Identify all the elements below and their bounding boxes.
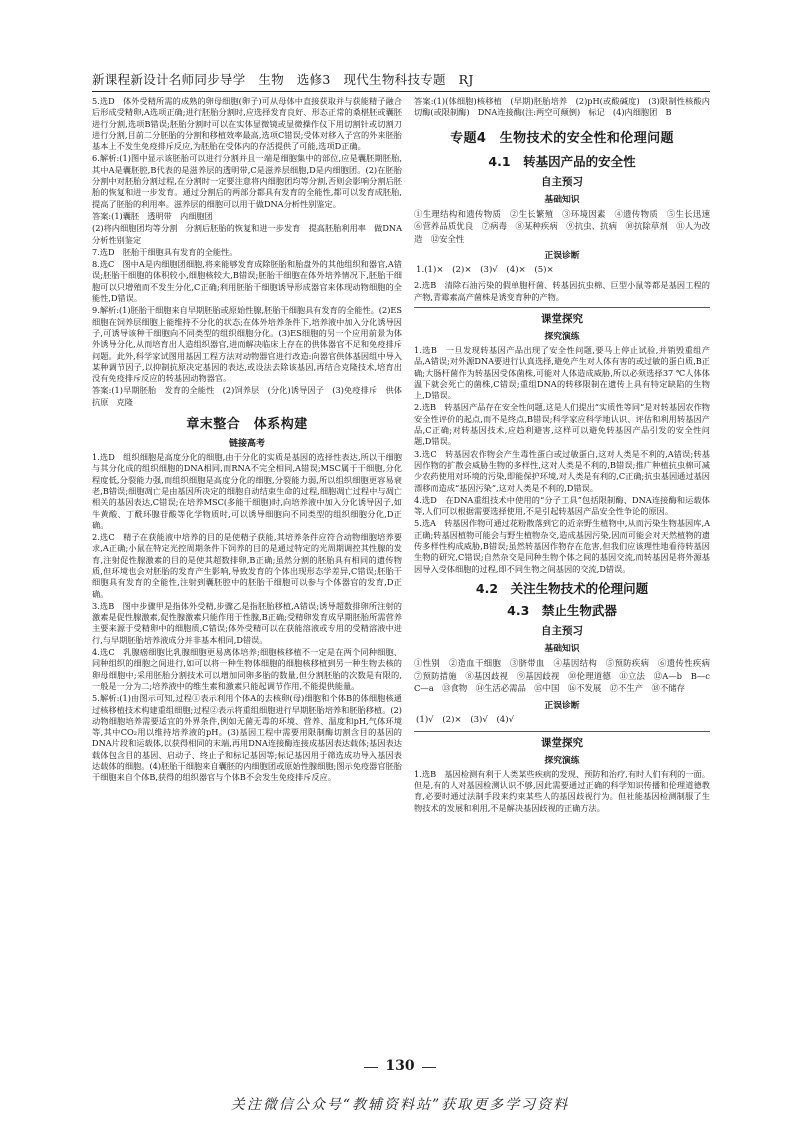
answer-paragraph: 答案:(1)早期胚胎 发育的全能性 (2)饲养层 (分化)诱导因子 (3)免疫排斥 供体 抗原 克隆 <box>92 385 411 407</box>
answer-paragraph: 1.选B 一旦发现转基因产品出现了安全性问题,要马上停止试验,并销毁重组产品,A错误;对外源DNA要进行认真选择,避免产生对人体有害的或过敏的蛋白质,B正确;大肠杆菌作为转基因受体菌株,可能对人体造成威胁,所以必须选择37 ℃人体体温下就会死亡的菌株,C错误;重组DNA的转移限制在遗传上具有特定缺陷的生物上,D错误。 <box>414 344 710 401</box>
judge-title: 正误诊断 <box>544 700 580 711</box>
answer-paragraph: 5.选D 体外受精所需的成熟的卵母细胞(卵子)可从母体中直接获取并与获能精子融合后形成受精卵,A选项正确;进行胚胎分割时,应选择发育良好、形态正常的桑椹胚或囊胚进行分割,选项B错误;胚胎分割时可以在实体显微镜或显微操作仪下用切割针或切割刀进行分割,目前二分胚胎的分割和移植效率最高,选项C错误;受体对移入子宫的外来胚胎基本上不发生免疫排斥反应,为胚胎在受体内的存活提供了可能,选项D正确。 <box>92 96 402 152</box>
answer-paragraph: 5.选A 转基因作物可通过花粉散落到它的近亲野生植物中,从而污染生物基因库,A正确;转基因植物可能会与野生植物杂交,造成基因污染,因而可能会对天然植物的遗传多样性构成威胁,B错误;虽然转基因作物存在危害,但我们应该理性地看待转基因生物的研究,C错误;自然杂交是同种生物个体之间的基因交流,而转基因是将外源基因导入受体细胞的过程,即不同生物之间基因的交流,D错误。 <box>414 518 710 574</box>
explore-drill-title: 探究演练 <box>544 331 580 342</box>
knowledge-answers: ①生理结构和遗传物质 ②生长繁殖 ③环境因素 ④遗传物质 ⑤生长迅速 ⑥营养品质优良 ⑦病毒 ⑧某种疾病 ⑨抗虫、抗病 ⑩抗除草剂 ⑪人为改造 ⑫安全性 <box>414 208 719 244</box>
answer-paragraph: 3.选C 转基因农作物会产生毒性蛋白或过敏蛋白,这对人类是不利的,A错误;转基因作物的扩散会威胁生物的多样性,这对人类是不利的,B错误;推广种植抗虫棉可减少农药使用对环境的污染,即能保护环境,对人类是有利的,C正确;抗虫基因通过基因漂移而造成“基因污染”,这对人类是不利的,D错误。 <box>414 448 710 493</box>
class-explore-title: 课堂探究 <box>414 731 710 750</box>
judge-title: 正误诊断 <box>544 251 580 262</box>
judge-answers: 1.(1)× (2)× (3)√ (4)× (5)× <box>416 265 554 276</box>
section-4-3-title: 4.3 禁止生物武器 <box>507 602 617 618</box>
answer-paragraph: 答案:(1)(体细胞)核移植 (早期)胚胎培养 (2)pH(或酸碱度) (3)限制性核酸内切酶(或限制酶) DNA连接酶(注:两空可颠倒) 标记 (4)内细胞团 B <box>414 96 710 118</box>
answer-paragraph: 1.选B 基因检测有利于人类某些疾病的发现、预防和治疗,有时人们有利的一面。但是,有的人对基因检测认识不够,因此需要通过正确的科学知识传播和伦理道德教育,必要时通过法制手段来约束某些人的基因歧视行为。但社能基因检测制服了生物技术的发展和利用,不是解决基因歧视的正确方法。 <box>414 768 710 813</box>
answer-paragraph: 4.选D 在DNA重组技术中使用的“分子工具”包括限制酶、DNA连接酶和运载体等,人们可以根据需要选择使用,不是引起转基因产品安全性争论的原因。 <box>414 494 710 517</box>
judge-answers: (1)√ (2)× (3)√ (4)√ <box>416 714 515 725</box>
answer-paragraph: 3.选B 图中步骤甲是指体外受精,步骤乙是指胚胎移植,A错误;诱导超数排卵所注射的激素是促性腺激素,促性腺激素只能作用于性腺,B正确;受精卵发育成早期胚胎所需营养主要来源于受精卵中的细胞质,C错误;体外受精可以在获能溶液或专用的受精溶液中进行,与早期胚胎培养液成分并非基本相同,D错误。 <box>92 600 402 645</box>
section-4-1-title: 4.1 转基因产品的安全性 <box>488 153 636 169</box>
self-preview-title: 自主预习 <box>541 175 583 188</box>
topic-title: 专题4 生物技术的安全性和伦理问题 <box>450 130 674 146</box>
right-column <box>414 96 719 1026</box>
left-column <box>92 96 411 1026</box>
answer-paragraph: 4.选C 乳腺癌细胞比乳腺细胞更易离体培养;细胞核移植不一定是在两个同种细胞、同种组织的细胞之间进行,如可以将一种生物体细胞的细胞核移植到另一种生物去核的卵母细胞中;采用胚胎分割技术可以增加同卵多胎的数量,但分割胚胎的次数是有限的,一般是一分为二;培养液中的维生素和激素只能起调节作用,不能提供能量。 <box>92 647 402 691</box>
answer-paragraph: 2.选B 清除石油污染的假单胞杆菌、转基因抗虫棉、巨型小鼠等都是基因工程的产物,青霉素高产菌株是诱变育种的产物。 <box>414 280 710 302</box>
basic-knowledge-title: 基础知识 <box>544 643 580 654</box>
self-preview-title: 自主预习 <box>541 624 583 637</box>
answer-paragraph: 7.选D 胚胎干细胞具有发育的全能性。 <box>92 246 238 257</box>
knowledge-answers: ①性别 ②造血干细胞 ③脐带血 ④基因结构 ⑤预防疾病 ⑥遗传性疾病 ⑦预防措施 ⑧基因歧视 ⑨基因歧视 ⑩伦理道德 ⑪立法 ⑫A—b B—c C—a ⑬食物 ⑭生活必需品 ⑮中国 ⑯不发展 ⑰不生产 ⑱不储存 <box>414 657 719 694</box>
footer-note: 关注微信公众号“教辅资料站”获取更多学习资料 <box>230 1097 570 1113</box>
section-4-2-title: 4.2 关注生物技术的伦理问题 <box>475 580 649 596</box>
answer-paragraph: (2)将内细胞团均等分割 分割后胚胎的恢复和进一步发育 提高胚胎利用率 做DNA分析性别鉴定 <box>92 223 402 245</box>
answer-paragraph: 2.选B 转基因产品存在安全性问题,这是人们提出“实质性等同”是对转基因农作物安全性评价的起点,而不是终点,B错误;科学家应科学地认识、评估和利用转基因产品,C正确;对转基因技术,应趋利避害,这样可以避免转基因产品引发的安全性问题,D错误。 <box>414 402 710 447</box>
answer-paragraph: 9.解析:(1)胚胎干细胞来自早期胚胎或原始性腺,胚胎干细胞具有发育的全能性。(2)ES细胞在饲养层细胞上能维持不分化的状态;在体外培养条件下,培养液中加入分化诱导因子,可诱导该种干细胞向不同类型的组织细胞分化。(3)ES细胞的另一个应用前景为体外诱导分化,从而培育出人造组织器官,进而解决临床上存在的供体器官不足和免疫排斥问题。此外,科学家试图用基因工程方法对动物器官进行改造:向器官供体基因组中导入某种调节因子,以抑制抗原决定基因的表达,或设法去除该基因,再结合克隆技术,培育出没有免疫排斥反应的转基因动物器官。 <box>92 305 402 384</box>
answer-paragraph: 2.选C 精子在获能液中培养的目的是使精子获能,其培养条件应符合动物细胞培养要求,A正确;小鼠在特定光控周期条件下饲养的目的是通过特定的光周期调控其性腺的发育,注射促性腺激素的目的是使其超数排卵,B正确;虽然分割的胚胎具有相同的遗传物质,但环境也会对胚胎的发育产生影响,导致发育的个体出现形态学差异,C错误;胚胎干细胞具有发育的全能性,注射到囊胚腔中的胚胎干细胞可以参与个体器官的发育,D正确。 <box>92 532 402 599</box>
explore-drill-title: 探究演练 <box>544 755 580 766</box>
link-exam-heading: 链接高考 <box>228 439 265 450</box>
header-title: 新课程新设计名师同步导学 生物 选修3 现代生物科技专题 RJ <box>92 72 474 87</box>
answer-paragraph: 8.选C 图中A是内细胞团细胞,将来能够发育成除胚胎和胎盘外的其他组织和器官,A错误;胚胎干细胞的体积较小,细胞核较大,B错误;胚胎干细胞在体外培养情况下,胚胎干细胞可以只增殖而不发生分化,C正确;利用胚胎干细胞诱导形成器官来体现动物细胞的全能性,D错误。 <box>92 259 402 304</box>
answer-paragraph: 1.选D 组织细胞是高度分化的细胞,由于分化的实质是基因的选择性表达,所以干细胞与其分化成的组织细胞的DNA相同,而RNA不完全相同,A错误;MSC属于干细胞,分化程度低,分裂能力强,而组织细胞是高度分化的细胞,分裂能力弱,所以组织细胞更容易衰老,B错误;细胞凋亡是由基因所决定的细胞自动结束生命的过程,细胞凋亡过程中与凋亡相关的基因表达,C错误;在培养MSC(多能干细胞)时,向培养液中加入分化诱导因子,如牛黄酸、丁酰环腺苷酸等化学物质时,可以诱导细胞向不同类型的组织细胞分化,D正确。 <box>92 452 402 530</box>
answer-paragraph: 答案:(1)囊胚 透明带 内细胞团 <box>92 210 213 221</box>
answer-paragraph: 5.解析:(1)由图示可知,过程①表示利用个体A的去核卵(母)细胞和个体B的体细胞核通过核移植技术构建重组细胞;过程②表示将重组细胞进行早期胚胎培养和胚胎移植。(2)动物细胞培养需要适宜的外界条件,例如无菌无毒的环境、营养、温度和pH,气体环境等,其中CO₂用以维持培养液的pH。(3)基因工程中需要用限制酶切割含目的基因的DNA片段和运载体,以获得相同的末端,再用DNA连接酶连接成基因表达载体;基因表达载体包含目的基因、启动子、终止子和标记基因等;标记基因用于筛选成功导入基因表达载体的细胞。(4)胚胎干细胞来自囊胚的内细胞团或原始性腺细胞;图示免疫器官胚胎干细胞来自个体B,获得的组织器官与个体B不会发生免疫排斥反应。 <box>92 693 402 783</box>
basic-knowledge-title: 基础知识 <box>544 194 580 205</box>
chapter-summary-title: 章末整合 体系构建 <box>186 417 308 433</box>
page-number: 130 <box>370 1058 430 1074</box>
answer-paragraph: 6.解析:(1)图中显示该胚胎可以进行分割并且一端是细胞集中的部位,应是囊胚期胚胎,其中A是囊胚腔,B代表的是滋养层的透明带,C是滋养层细胞,D是内细胞团。(2)在胚胎分割中对胚胎分割过程,在分割时一定要注意将内细胞团均等分割,否则会影响分割后胚胎的恢复和进一步发育。通过分割后的两部分都具有发育的全能性,都可以发育成胚胎,提高了胚胎的利用率。滋养层的细胞可以用于做DNA分析性别鉴定。 <box>92 153 402 209</box>
page-header <box>92 64 710 92</box>
class-explore-title: 课堂探究 <box>414 307 710 326</box>
